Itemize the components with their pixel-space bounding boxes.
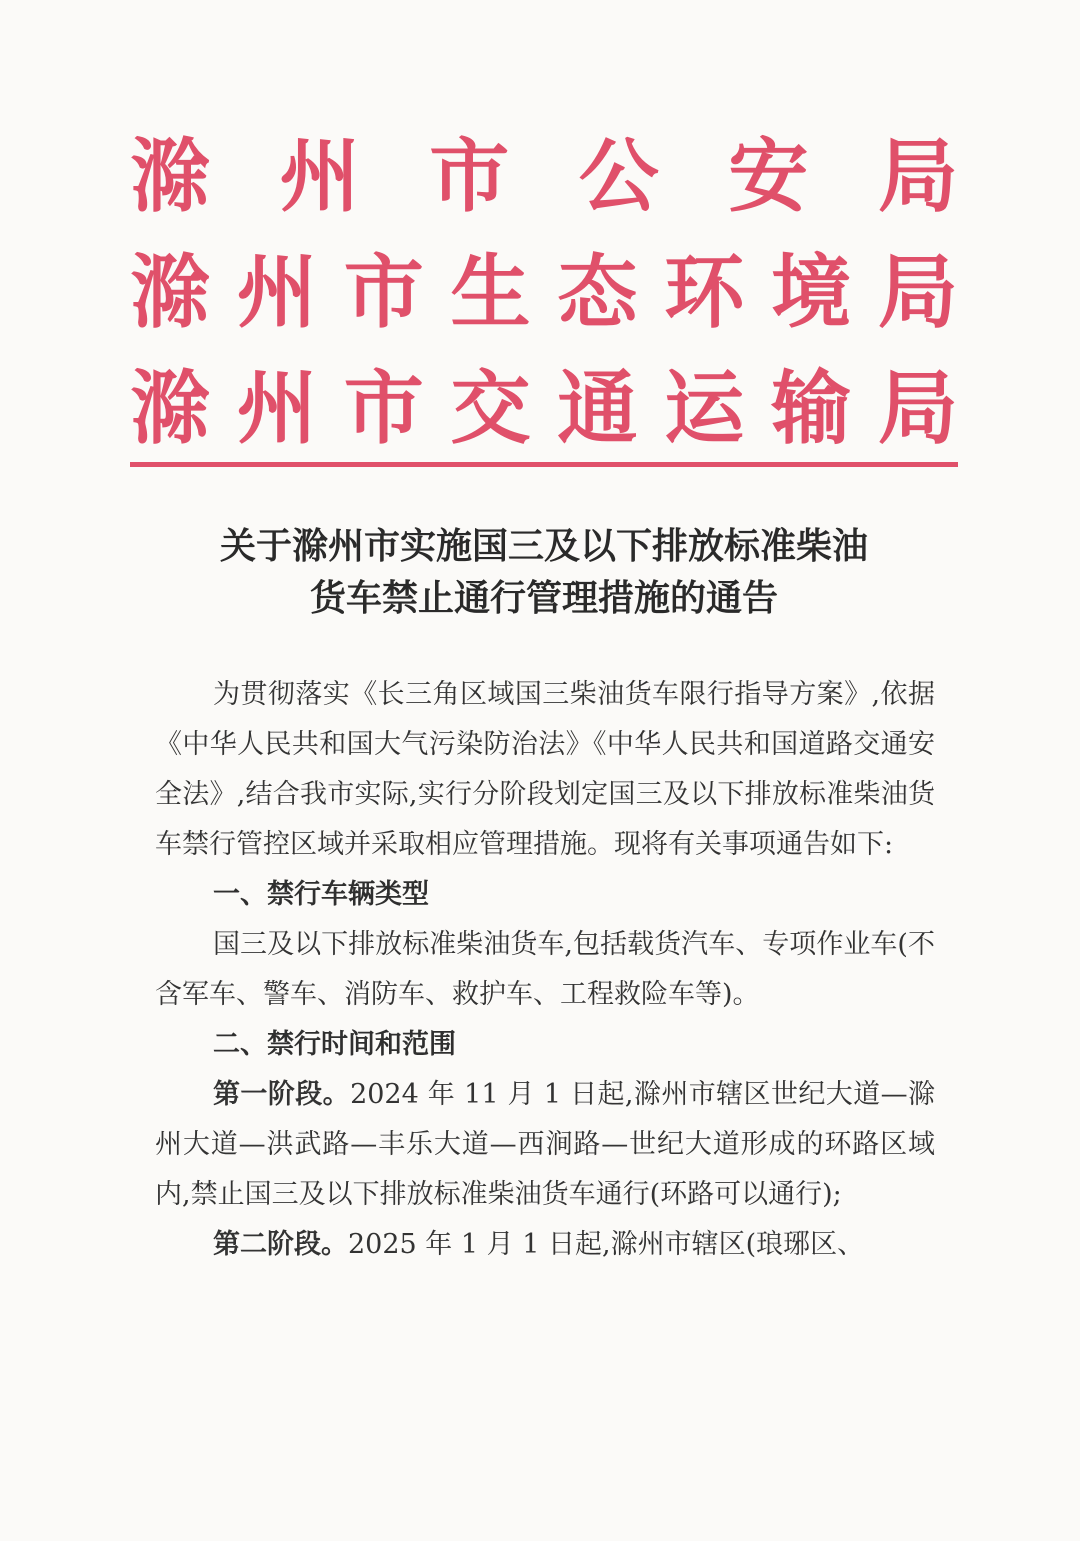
masthead-char: 环 (664, 245, 745, 339)
masthead-char: 市 (429, 129, 510, 223)
masthead-char: 市 (343, 361, 424, 455)
title-line-2: 货车禁止通行管理措施的通告 (309, 577, 778, 619)
section-1-heading: 一、禁行车辆类型 (213, 879, 429, 910)
stage-2-text: 2025 年 1 月 1 日起,滁州市辖区(琅琊区、 (348, 1229, 865, 1260)
masthead-char: 市 (343, 245, 424, 339)
masthead-char: 局 (877, 245, 958, 339)
document-body (155, 670, 935, 1270)
masthead-divider (130, 462, 958, 467)
masthead-char: 境 (771, 245, 852, 339)
document-title (130, 520, 958, 624)
masthead-char: 滁 (130, 245, 210, 339)
masthead-char: 州 (236, 361, 317, 455)
masthead-char: 态 (557, 245, 638, 339)
masthead-transport-bureau (130, 350, 958, 466)
stage-1-paragraph (155, 1070, 935, 1220)
section-1-paragraph: 国三及以下排放标准柴油货车,包括载货汽车、专项作业车(不含军车、警车、消防车、救护车、工程救险车等)。 (155, 929, 935, 1010)
masthead-char: 公 (578, 129, 659, 223)
masthead-char: 局 (877, 129, 958, 223)
masthead (130, 118, 958, 466)
masthead-public-security-bureau (130, 118, 958, 234)
title-line-1: 关于滁州市实施国三及以下排放标准柴油 (219, 525, 868, 567)
intro-paragraph: 为贯彻落实《长三角区域国三柴油货车限行指导方案》,依据《中华人民共和国大气污染防治法》《中华人民共和国道路交通安全法》,结合我市实际,实行分阶段划定国三及以下排放标准柴油货车禁行管控区域并采取相应管理措施。现将有关事项通告如下: (155, 679, 935, 860)
masthead-char: 生 (450, 245, 531, 339)
stage-1-text: 2024 年 11 月 1 日起,滁州市辖区世纪大道—滁州大道—洪武路—丰乐大道—西涧路—世纪大道形成的环路区域内,禁止国三及以下排放标准柴油货车通行(环路可以通行); (155, 1079, 936, 1210)
masthead-char: 滁 (130, 129, 210, 223)
masthead-char: 州 (279, 129, 360, 223)
masthead-char: 局 (877, 361, 958, 455)
section-2-heading: 二、禁行时间和范围 (213, 1029, 456, 1060)
stage-2-paragraph (155, 1220, 935, 1270)
stage-1-label: 第一阶段。 (213, 1079, 351, 1110)
masthead-char: 州 (236, 245, 317, 339)
masthead-char: 通 (557, 361, 638, 455)
masthead-char: 输 (771, 361, 852, 455)
stage-2-label: 第二阶段。 (213, 1229, 348, 1260)
masthead-char: 交 (450, 361, 531, 455)
masthead-char: 滁 (130, 361, 210, 455)
masthead-char: 运 (664, 361, 745, 455)
masthead-char: 安 (728, 129, 809, 223)
masthead-ecology-environment-bureau (130, 234, 958, 350)
